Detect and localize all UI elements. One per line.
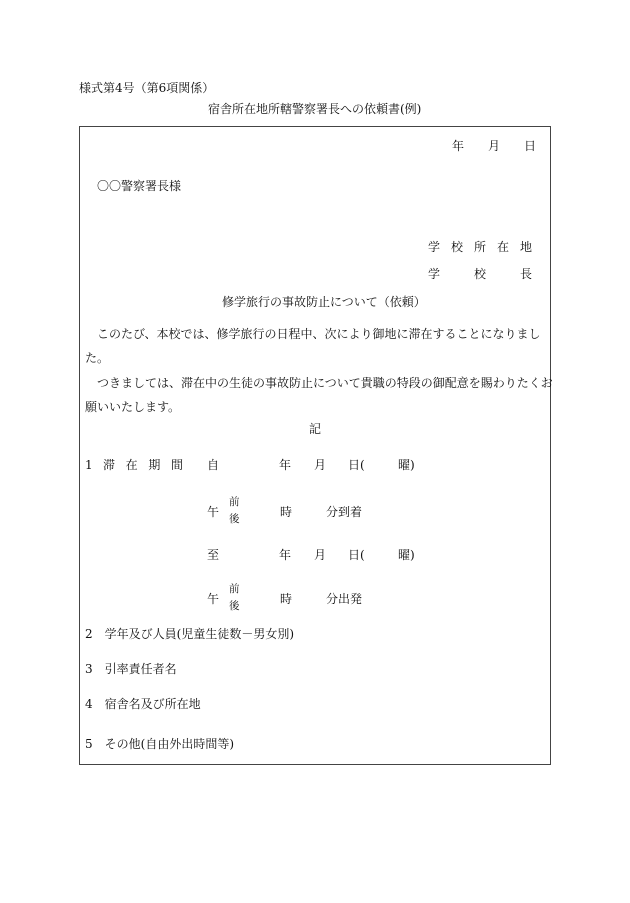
item1-label-char: 滞 — [103, 458, 116, 472]
sender-head — [428, 268, 532, 280]
sender-location-char: 所 — [473, 240, 486, 254]
to-month: 月 — [314, 548, 327, 562]
from-day: 日( — [348, 458, 365, 472]
date-year: 年 — [452, 139, 465, 153]
form-title: 宿舎所在地所轄警察署長への依頼書(例) — [208, 102, 422, 116]
sender-location-char: 在 — [496, 240, 509, 254]
body-p1-line2: た。 — [85, 351, 110, 365]
to-day: 日( — [348, 548, 365, 562]
item1-number: 1 — [85, 458, 93, 472]
item5: 5 その他(自由外出時間等) — [85, 737, 234, 751]
item1-label-char: 在 — [125, 458, 138, 472]
addressee: 〇〇警察署長様 — [97, 179, 182, 193]
item1-label — [103, 459, 183, 471]
body-p2-line1: つきましては、滞在中の生徒の事故防止について貴職の特段の御配意を賜わりたくお — [97, 376, 553, 390]
item2: 2 学年及び人員(児童生徒数－男女別) — [85, 627, 294, 641]
item4: 4 宿舎名及び所在地 — [85, 697, 201, 711]
sender-location-char: 学 — [428, 240, 441, 254]
sender-head-char: 校 — [473, 267, 486, 281]
sender-head-char: 長 — [519, 267, 532, 281]
body-p2-line2: 願いいたします。 — [85, 400, 181, 414]
date-month: 月 — [488, 139, 501, 153]
item3: 3 引率責任者名 — [85, 662, 177, 676]
arrive-noon: 午 — [207, 505, 220, 519]
depart-hour: 時 — [280, 592, 293, 606]
date-day: 日 — [524, 139, 537, 153]
arrive-am: 前 — [229, 496, 240, 508]
sender-location-char: 地 — [519, 240, 532, 254]
sender-location-char: 校 — [450, 240, 463, 254]
from-label: 自 — [207, 458, 220, 472]
from-year: 年 — [279, 458, 292, 472]
depart-minute: 分出発 — [326, 592, 363, 606]
subject: 修学旅行の事故防止について（依頼） — [222, 295, 426, 309]
item1-label-char: 間 — [170, 458, 183, 472]
form-number: 様式第4号（第6項関係） — [79, 81, 215, 95]
ki-label: 記 — [309, 422, 322, 436]
sender-location — [428, 241, 532, 253]
to-year: 年 — [279, 548, 292, 562]
arrive-hour: 時 — [280, 505, 293, 519]
arrive-minute: 分到着 — [326, 505, 363, 519]
to-label: 至 — [207, 548, 220, 562]
arrive-pm: 後 — [229, 513, 240, 525]
depart-pm: 後 — [229, 600, 240, 612]
from-month: 月 — [314, 458, 327, 472]
depart-noon: 午 — [207, 592, 220, 606]
sender-head-char: 学 — [428, 267, 441, 281]
from-weekday: 曜) — [398, 458, 415, 472]
body-p1-line1: このたび、本校では、修学旅行の日程中、次により御地に滞在することになりまし — [97, 327, 541, 341]
to-weekday: 曜) — [398, 548, 415, 562]
depart-am: 前 — [229, 583, 240, 595]
item1-label-char: 期 — [148, 458, 161, 472]
